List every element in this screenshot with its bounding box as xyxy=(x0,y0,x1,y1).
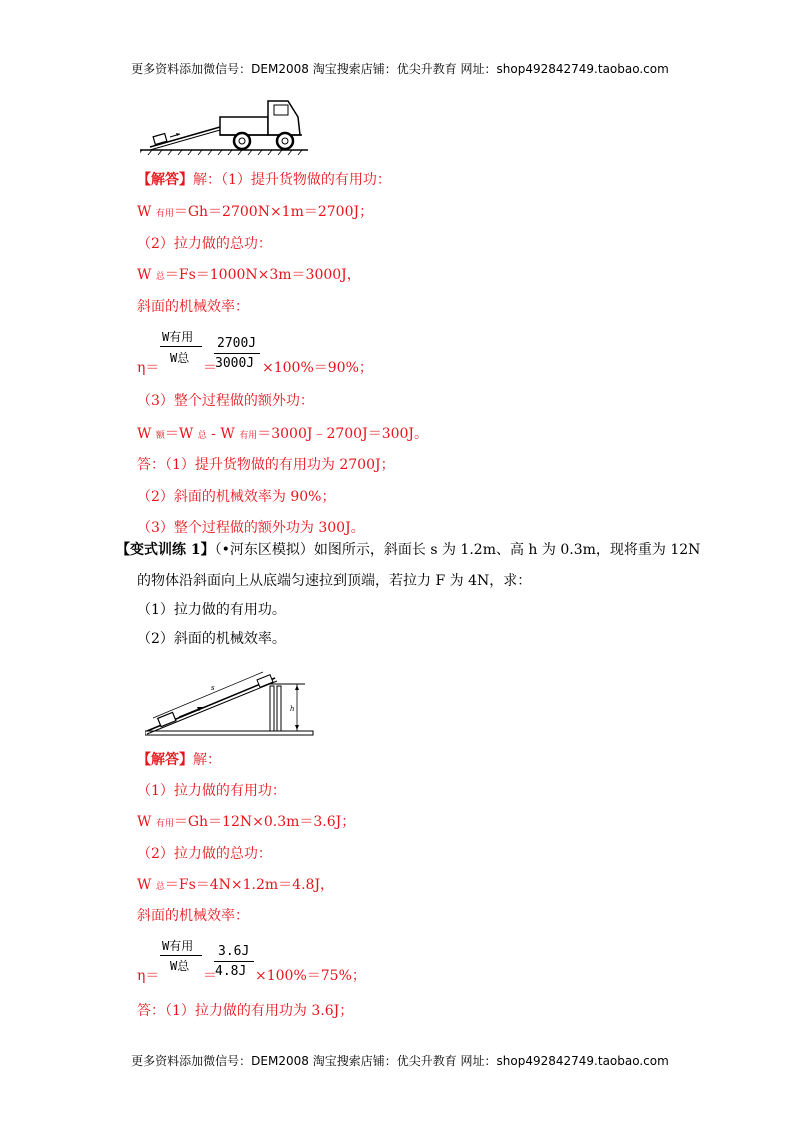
w-subscript: 总 xyxy=(197,431,207,441)
variant-line-1 xyxy=(116,541,700,559)
answer-intro: 解：（1）提升货物做的有用功： xyxy=(193,172,391,188)
variant-source: （•河东区模拟） xyxy=(214,542,314,558)
fraction-bar xyxy=(214,353,260,354)
w-symbol: - W xyxy=(206,426,240,442)
eta-symbol: η＝ xyxy=(137,360,160,376)
eta-result: ×100%＝90%； xyxy=(262,360,373,376)
answer-summary-1: 答：（1）提升货物做的有用功为 2700J； xyxy=(137,457,395,473)
w-symbol: W xyxy=(137,426,156,442)
useful-work-equation: ＝Gh＝2700N×1m＝2700J； xyxy=(173,204,374,220)
variant-q1: （1）拉力做的有用功。 xyxy=(137,602,286,618)
s-label: s xyxy=(211,684,215,692)
p2-q1-line: （1）拉力做的有用功： xyxy=(137,783,286,799)
h-label: h xyxy=(290,705,295,713)
answer-tag: 【解答】 xyxy=(137,752,193,768)
w-subscript: 有用 xyxy=(155,209,174,219)
total-work-equation: ＝Fs＝1000N×3m＝3000J， xyxy=(164,267,361,283)
total-work-equation: ＝Fs＝4N×1.2m＝4.8J， xyxy=(164,877,335,893)
efficiency-title: 斜面的机械效率： xyxy=(137,299,249,315)
extra-work-equation: ＝3000J﹣2700J＝300J。 xyxy=(257,426,429,442)
p2-useful-work-line xyxy=(137,813,355,833)
eta-equals: ＝ xyxy=(203,360,217,376)
fraction-numerator-value: 3.6J xyxy=(218,944,250,959)
w-subscript: 额 xyxy=(155,431,165,441)
total-work-line xyxy=(137,266,361,286)
w-symbol: W xyxy=(137,267,156,283)
truck-ramp-figure xyxy=(140,95,310,157)
answer-summary-3: （3）整个过程做的额外功为 300J。 xyxy=(137,520,365,536)
w-symbol: W xyxy=(137,814,156,830)
fraction-denominator-symbolic: W总 xyxy=(170,351,190,365)
incline-figure xyxy=(145,668,315,738)
extra-work-line xyxy=(137,425,428,445)
page-header: 更多资料添加微信号：DEM2008 淘宝搜索店铺：优尖升教育 网址：shop492842749.taobao.com xyxy=(131,62,669,76)
w-subscript: 总 xyxy=(155,272,165,282)
answer-tag: 【解答】 xyxy=(137,172,193,188)
fraction-denominator-value: 3000J xyxy=(215,356,255,371)
variant-tag: 【变式训练 1】 xyxy=(116,542,215,558)
useful-work-equation: ＝Gh＝12N×0.3m＝3.6J； xyxy=(173,814,356,830)
variant-line-2: 的物体沿斜面向上从底端匀速拉到顶端，若拉力 F 为 4N，求： xyxy=(137,573,532,589)
p2-efficiency-title: 斜面的机械效率： xyxy=(137,908,249,924)
w-subscript: 有用 xyxy=(239,431,258,441)
p2-q2-line: （2）拉力做的总功： xyxy=(137,846,272,862)
page-footer: 更多资料添加微信号：DEM2008 淘宝搜索店铺：优尖升教育 网址：shop492842749.taobao.com xyxy=(131,1054,669,1068)
useful-work-line xyxy=(137,203,373,223)
w-symbol: ＝W xyxy=(164,426,198,442)
fraction-denominator-symbolic: W总 xyxy=(170,959,190,973)
w-subscript: 有用 xyxy=(155,819,174,829)
p2-total-work-line xyxy=(137,876,334,896)
w-symbol: W xyxy=(137,204,156,220)
answer-intro: 解： xyxy=(193,752,221,768)
answer-line-1 xyxy=(137,171,391,189)
variant-text-1: 如图所示，斜面长 s 为 1.2m、高 h 为 0.3m，现将重为 12N xyxy=(313,542,701,558)
fraction-numerator-symbolic: W有用 xyxy=(162,330,194,344)
answer-line-2 xyxy=(137,751,221,769)
variant-q2: （2）斜面的机械效率。 xyxy=(137,631,286,647)
p2-answer-summary-1: 答：（1）拉力做的有用功为 3.6J； xyxy=(137,1003,354,1019)
fraction-denominator-value: 4.8J xyxy=(215,964,247,979)
fraction-bar xyxy=(160,955,202,956)
eta-symbol: η＝ xyxy=(137,968,160,984)
fraction-bar xyxy=(160,346,202,347)
fraction-numerator-value: 2700J xyxy=(217,336,257,351)
q3-line: （3）整个过程做的额外功： xyxy=(137,393,314,409)
q2-line: （2）拉力做的总功： xyxy=(137,236,272,252)
w-symbol: W xyxy=(137,877,156,893)
answer-summary-2: （2）斜面的机械效率为 90%； xyxy=(137,489,336,505)
fraction-bar xyxy=(214,961,254,962)
w-subscript: 总 xyxy=(155,882,165,892)
fraction-numerator-symbolic: W有用 xyxy=(162,939,194,953)
eta-result: ×100%＝75%； xyxy=(255,968,366,984)
eta-equals: ＝ xyxy=(203,968,217,984)
